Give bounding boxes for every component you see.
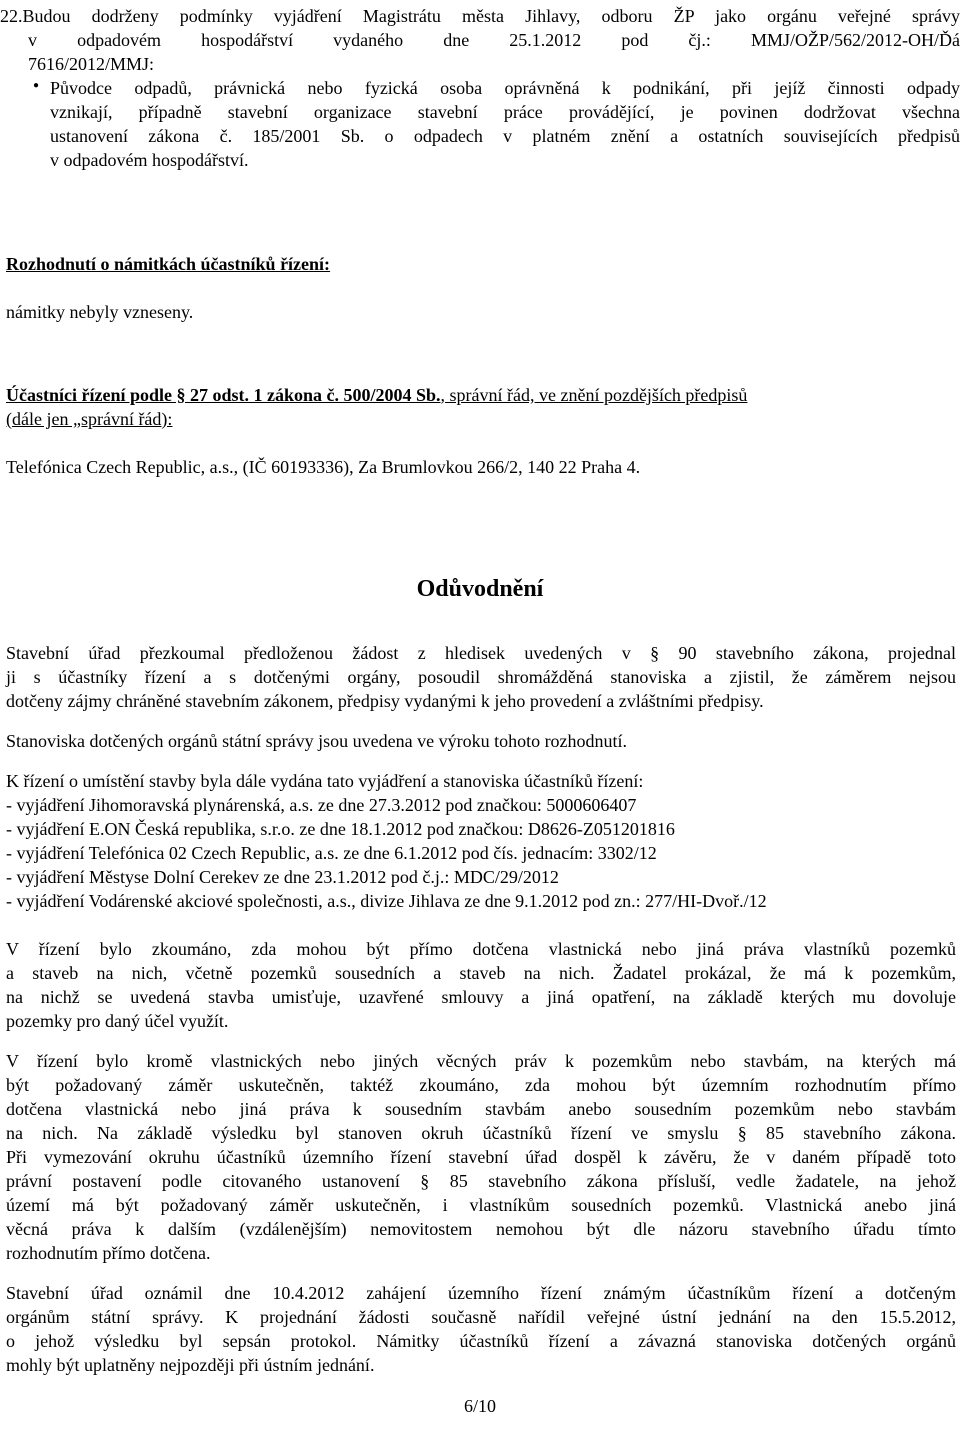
paragraph-line: Stanoviska dotčených orgánů státní správy jsou uvedena ve výroku tohoto rozhodnutí.: [6, 731, 628, 751]
paragraph-line: Při vymezování okruhu účastníků územního řízení stavební úřad dospěl k závěru, že v daném případě toto: [6, 1147, 956, 1167]
paragraph-line: věcná práva k dalším (vzdálenějším) nemovitostem nemohou být dle názoru stavebního úřadu tímto: [6, 1219, 956, 1239]
condition-22-line-1: 22.Budou dodrženy podmínky vyjádření Magistrátu města Jihlavy, odboru ŽP jako orgánu veřejné správy: [0, 6, 960, 26]
participants-heading: [6, 383, 747, 407]
objections-text: námitky nebyly vzneseny.: [6, 302, 194, 322]
paragraph-line: dotčeny zájmy chráněné stavebním zákonem, předpisy vydanými k jeho provedení a zvláštními předpisy.: [6, 691, 764, 711]
objections-heading: Rozhodnutí o námitkách účastníků řízení:: [6, 254, 331, 274]
paragraph-line: V řízení bylo zkoumáno, zda mohou být přímo dotčena vlastnická nebo jiná práva vlastníků pozemků: [6, 939, 956, 959]
paragraph-line: orgánům státní správy. K projednání žádosti současně nařídil veřejné ústní jednání na den 15.5.2012,: [6, 1307, 956, 1327]
paragraph-line: rozhodnutím přímo dotčena.: [6, 1243, 211, 1263]
paragraph-line: dotčena vlastnická nebo jiná práva k sousedním stavbám anebo sousedním pozemkům nebo stavbám: [6, 1099, 956, 1119]
paragraph-line: na nich. Na základě výsledku byl stanoven okruh účastníků řízení ve smyslu § 85 stavebního zákona.: [6, 1123, 956, 1143]
paragraph-line: na nichž se uvedená stavba umisťuje, uzavřené smlouvy a jiná opatření, na základě kterých mu dovoluje: [6, 987, 956, 1007]
paragraph-line: být požadovaný záměr uskutečněn, taktéž zkoumáno, zda mohou být územním rozhodnutím přímo: [6, 1075, 956, 1095]
bullet-text-line: ustanovení zákona č. 185/2001 Sb. o odpadech v platném znění a ostatních souvisejících předpisů: [50, 126, 960, 146]
paragraph-line: K řízení o umístění stavby byla dále vydána tato vyjádření a stanoviska účastníků řízení:: [6, 771, 644, 791]
participants-text: Telefónica Czech Republic, a.s., (IČ 60193336), Za Brumlovkou 266/2, 140 22 Praha 4.: [6, 457, 641, 477]
paragraph-line: pozemky pro daný účel využít.: [6, 1011, 229, 1031]
paragraph-line: právní postavení podle citovaného ustanovení § 85 stavebního zákona přísluší, vedle žadatele, na jehož: [6, 1171, 956, 1191]
paragraph-line: mohly být uplatněny nejpozději při ústním jednání.: [6, 1355, 375, 1375]
paragraph-line: Stavební úřad přezkoumal předloženou žádost z hledisek uvedených v § 90 stavebního zákona, projednal: [6, 643, 956, 663]
participants-heading-rest: , správní řád, ve znění pozdějších předpisů: [440, 385, 748, 405]
reasoning-title: Odůvodnění: [416, 576, 544, 602]
paragraph-line: o jehož výsledku byl sepsán protokol. Námitky účastníků řízení a závazná stanoviska dotčených orgánů: [6, 1331, 956, 1351]
participants-heading-line-2: (dále jen „správní řád):: [6, 409, 173, 429]
paragraph-line: V řízení bylo kromě vlastnických nebo jiných věcných práv k pozemkům nebo stavbám, na kterých má: [6, 1051, 956, 1071]
paragraph-line: Stavební úřad oznámil dne 10.4.2012 zahájení územního řízení známým účastníkům řízení a dotčeným: [6, 1283, 956, 1303]
bullet-text-line: v odpadovém hospodářství.: [50, 150, 249, 170]
paragraph-line: ji s účastníky řízení a s dotčenými orgány, posoudil shromážděná stanoviska a zjistil, že záměrem nejsou: [6, 667, 956, 687]
list-item: - vyjádření Městyse Dolní Cerekev ze dne 23.1.2012 pod č.j.: MDC/29/2012: [6, 867, 559, 887]
list-item: - vyjádření Jihomoravská plynárenská, a.s. ze dne 27.3.2012 pod značkou: 5000606407: [6, 795, 637, 815]
paragraph-line: území má být požadovaný záměr uskutečněn, i vlastníkům sousedních pozemků. Vlastnická anebo jiná: [6, 1195, 956, 1215]
bullet-text-line: Původce odpadů, právnická nebo fyzická osoba oprávněná k podnikání, při jejíž činnosti odpady: [50, 78, 960, 98]
bullet-icon: ●: [33, 80, 40, 91]
bullet-text-line: vznikají, případně stavební organizace stavební práce provádějící, je povinen dodržovat všechna: [50, 102, 960, 122]
list-item: - vyjádření Telefónica 02 Czech Republic, a.s. ze dne 6.1.2012 pod čís. jednacím: 3302/12: [6, 843, 657, 863]
condition-22-line-2: v odpadovém hospodářství vydaného dne 25.1.2012 pod čj.: MMJ/OŽP/562/2012-OH/Ďá: [28, 30, 960, 50]
paragraph-line: a staveb na nich, včetně pozemků sousedních a staveb na nich. Žadatel prokázal, že má k pozemkům,: [6, 963, 956, 983]
page-number: 6/10: [463, 1396, 496, 1416]
list-item: - vyjádření E.ON Česká republika, s.r.o. ze dne 18.1.2012 pod značkou: D8626-Z051201816: [6, 819, 675, 839]
list-item: - vyjádření Vodárenské akciové společnosti, a.s., divize Jihlava ze dne 9.1.2012 pod zn.: 277/HI-Dvoř./12: [6, 891, 767, 911]
condition-22-line-3: 7616/2012/MMJ:: [28, 54, 155, 74]
participants-heading-bold: Účastníci řízení podle § 27 odst. 1 zákona č. 500/2004 Sb.: [6, 385, 441, 405]
